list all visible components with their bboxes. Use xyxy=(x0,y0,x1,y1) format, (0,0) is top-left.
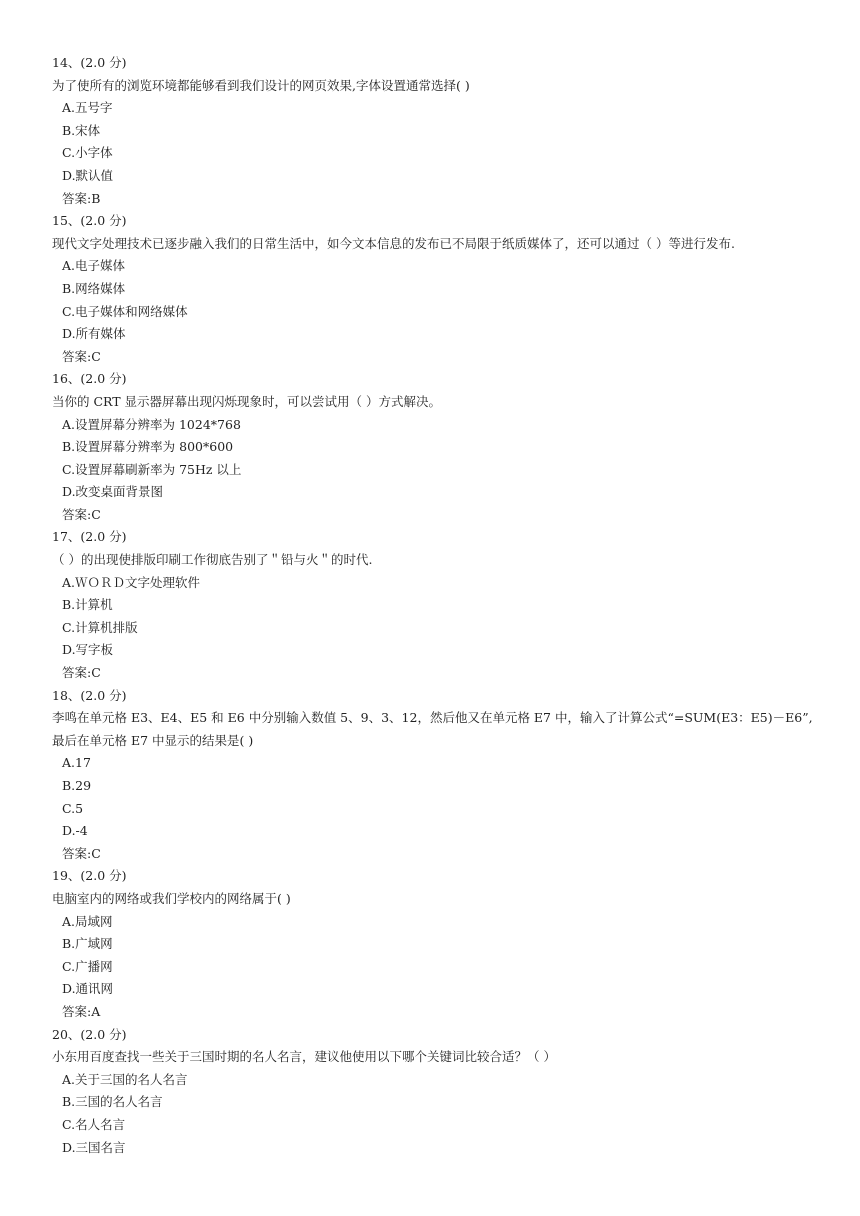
option-a: A.局域网 xyxy=(62,913,113,929)
question-stem-continued: 最后在单元格 E7 中显示的结果是( ) xyxy=(52,732,254,748)
question-17 xyxy=(0,526,860,684)
option-d: D.改变桌面背景图 xyxy=(62,484,164,500)
question-15 xyxy=(0,210,860,368)
question-stem: 为了使所有的浏览环境都能够看到我们设计的网页效果,字体设置通常选择( ) xyxy=(52,77,470,93)
question-list xyxy=(0,52,860,1159)
option-d: D.所有媒体 xyxy=(62,326,126,342)
question-20 xyxy=(0,1024,860,1160)
answer: 答案:C xyxy=(62,348,101,364)
option-b: B.三国的名人名言 xyxy=(62,1094,163,1110)
question-number: 19、(2.0 分) xyxy=(52,868,127,884)
option-c: C.5 xyxy=(62,800,84,816)
question-number: 17、(2.0 分) xyxy=(52,529,127,545)
option-a: A.关于三国的名人名言 xyxy=(62,1071,188,1087)
option-a: A.ＷＯＲＤ文字处理软件 xyxy=(62,574,201,590)
question-14 xyxy=(0,52,860,210)
option-a: A.设置屏幕分辨率为 1024*768 xyxy=(62,416,241,432)
option-b: B.计算机 xyxy=(62,597,113,613)
question-19 xyxy=(0,865,860,1023)
question-stem: 当你的 CRT 显示器屏幕出现闪烁现象时，可以尝试用（ ）方式解决。 xyxy=(52,393,442,409)
option-b: B.宋体 xyxy=(62,122,101,138)
option-a: A.电子媒体 xyxy=(62,258,126,274)
option-b: B.设置屏幕分辨率为 800*600 xyxy=(62,439,234,455)
option-d: D.通讯网 xyxy=(62,981,114,997)
question-stem: 电脑室内的网络或我们学校内的网络属于( ) xyxy=(52,890,291,906)
option-c: C.计算机排版 xyxy=(62,619,138,635)
option-a: A.17 xyxy=(62,755,91,771)
option-b: B.29 xyxy=(62,778,92,793)
question-number: 18、(2.0 分) xyxy=(52,687,127,703)
answer: 答案:C xyxy=(62,845,101,861)
answer: 答案:C xyxy=(62,506,101,522)
option-b: B.广域网 xyxy=(62,936,113,952)
option-c: C.小字体 xyxy=(62,145,113,161)
question-stem: 小东用百度查找一些关于三国时期的名人名言，建议他使用以下哪个关键词比较合适？（ ） xyxy=(52,1049,556,1065)
answer: 答案:C xyxy=(62,665,101,681)
question-stem: 现代文字处理技术已逐步融入我们的日常生活中，如今文本信息的发布已不局限于纸质媒体了，还可以通过（ ）等进行发布. xyxy=(52,235,735,251)
answer: 答案:B xyxy=(62,190,101,206)
question-number: 16、(2.0 分) xyxy=(52,371,127,387)
question-number: 15、(2.0 分) xyxy=(52,213,127,229)
option-d: D.默认值 xyxy=(62,167,114,183)
question-number: 14、(2.0 分) xyxy=(52,55,127,70)
question-16 xyxy=(0,368,860,526)
option-c: C.设置屏幕刷新率为 75Hz 以上 xyxy=(62,461,242,477)
question-stem: 李鸣在单元格 E3、E4、E5 和 E6 中分别输入数值 5、9、3、12，然后他又在单元格 E7 中，输入了计算公式“=SUM(E3：E5)－E6”, xyxy=(52,710,813,726)
option-c: C.名人名言 xyxy=(62,1116,126,1132)
question-stem: （ ）的出现使排版印刷工作彻底告别了＂铅与火＂的时代. xyxy=(52,552,373,568)
option-d: D.写字板 xyxy=(62,642,114,658)
option-b: B.网络媒体 xyxy=(62,280,126,296)
option-d: D.-4 xyxy=(62,823,88,839)
option-a: A.五号字 xyxy=(62,100,113,116)
answer: 答案:A xyxy=(62,1003,101,1019)
question-number: 20、(2.0 分) xyxy=(52,1026,127,1042)
question-18 xyxy=(0,685,860,866)
option-d: D.三国名言 xyxy=(62,1139,126,1155)
option-c: C.广播网 xyxy=(62,958,113,974)
option-c: C.电子媒体和网络媒体 xyxy=(62,303,188,319)
